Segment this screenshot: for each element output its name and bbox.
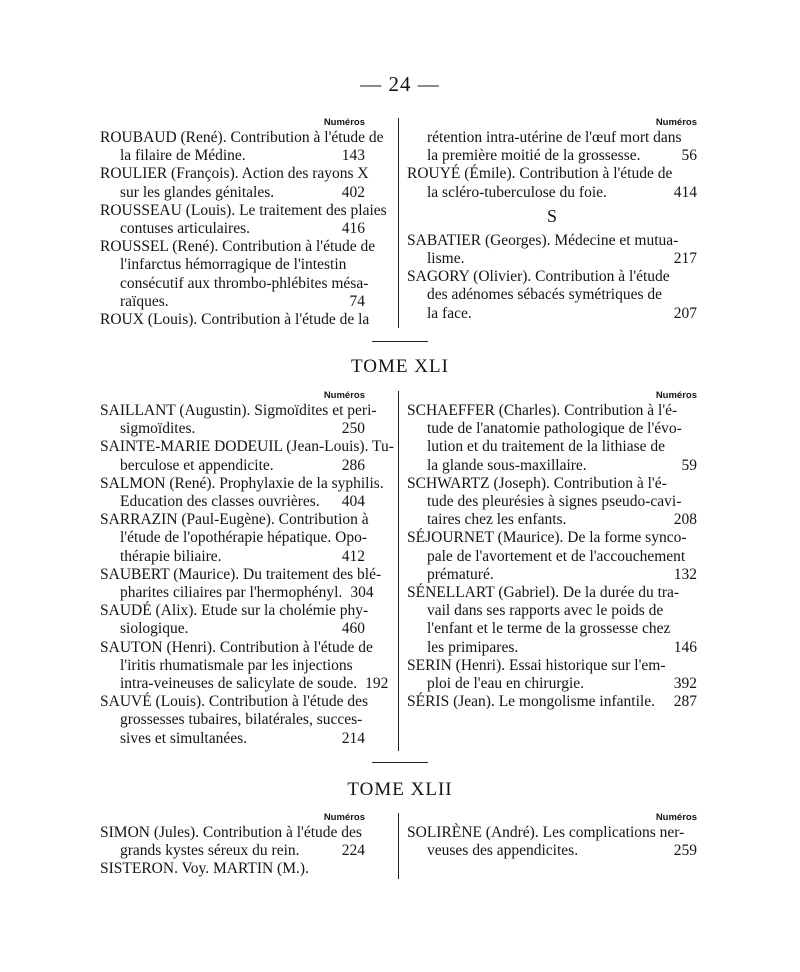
entry-text: les primipares. — [427, 638, 519, 656]
section-rule — [372, 762, 428, 763]
entry-line: pale de l'avortement et de l'accouchement — [427, 547, 686, 565]
index-entry — [100, 824, 365, 860]
entry-line: SCHAEFFER (Charles). Contribution à l'é- — [407, 402, 678, 419]
page-reference: 304 — [350, 584, 374, 602]
entry-line — [407, 511, 697, 529]
page-number: — 24 — — [360, 72, 440, 96]
tome-xlii-title: TOME XLII — [347, 779, 453, 800]
index-section-r — [100, 116, 700, 330]
entry-text: taires chez les enfants. — [427, 511, 567, 529]
entry-text: intra-veineuses de salicylate de soude. — [120, 675, 358, 693]
entry-line: rétention intra-utérine de l'œuf mort dans — [427, 129, 682, 146]
entry-line — [100, 184, 365, 202]
entry-line — [100, 220, 365, 238]
index-entry — [100, 638, 389, 694]
entry-text: la première moitié de la grossesse. — [427, 147, 641, 165]
page-reference: 207 — [673, 304, 697, 322]
page-reference: 143 — [341, 147, 365, 165]
entry-line: ROUX (Louis). Contribution à l'étude de la — [100, 311, 370, 329]
entry-line — [407, 675, 697, 693]
numeros-header: Numéros — [655, 390, 697, 401]
page-reference: 192 — [365, 675, 389, 693]
numeros-header: Numéros — [655, 812, 697, 823]
right-column — [407, 389, 697, 711]
entry-line: SAUTON (Henri). Contribution à l'étude de — [100, 638, 373, 656]
numeros-header: Numéros — [323, 117, 365, 128]
page-reference: 132 — [673, 565, 697, 583]
entry-line: SAINTE-MARIE DODEUIL (Jean-Louis). Tu- — [100, 438, 394, 456]
index-entry — [100, 860, 365, 878]
entry-line: des adénomes sébacés symétriques de — [427, 286, 663, 304]
page-reference: 214 — [341, 729, 365, 747]
page-reference: 412 — [341, 547, 365, 565]
entry-line: l'enfant et le terme de la grossesse chez — [427, 620, 671, 638]
page-reference: 59 — [681, 456, 697, 474]
entry-text: raïques. — [120, 292, 169, 310]
page-reference: 146 — [673, 638, 697, 656]
entry-line — [100, 457, 365, 475]
index-entry — [100, 311, 370, 329]
index-entry — [407, 529, 697, 584]
entry-line: vail dans ses rapports avec le poids de — [427, 602, 664, 620]
column-divider — [398, 391, 399, 751]
entry-line: SÉJOURNET (Maurice). De la forme synco- — [407, 529, 687, 547]
index-entry — [407, 165, 697, 201]
entry-text: thérapie biliaire. — [120, 547, 222, 565]
column-divider — [398, 813, 399, 879]
entry-line — [100, 147, 365, 165]
left-column — [100, 116, 387, 329]
page-reference: 259 — [673, 842, 697, 860]
index-entry — [100, 474, 384, 511]
entry-line — [407, 457, 697, 475]
entry-line: SISTERON. Voy. MARTIN (M.). — [100, 860, 309, 878]
page-reference: 250 — [341, 420, 365, 438]
entry-line: ROUSSEL (René). Contribution à l'étude de — [100, 238, 376, 256]
entry-line: SARRAZIN (Paul-Eugène). Contribution à — [100, 511, 369, 529]
entry-line: SERIN (Henri). Essai historique sur l'em- — [407, 656, 666, 674]
entry-line — [407, 147, 697, 165]
entry-line: ROUBAUD (René). Contribution à l'étude de — [100, 129, 384, 146]
entry-line: l'infarctus hémorragique de l'intestin — [120, 256, 347, 274]
numeros-header: Numéros — [655, 117, 697, 128]
entry-line — [407, 842, 697, 860]
entry-line: SAUBERT (Maurice). Du traitement des blé- — [100, 565, 382, 583]
letter-heading: S — [546, 205, 557, 226]
entry-line — [407, 305, 697, 323]
entry-line — [407, 566, 697, 584]
page-reference: 224 — [341, 842, 365, 860]
entry-line — [100, 842, 365, 860]
entry-text: siologique. — [120, 620, 189, 638]
left-column — [100, 811, 365, 879]
right-column — [407, 116, 697, 323]
index-entry — [100, 201, 387, 238]
entry-line: tude des pleurésies à signes pseudo-cavi- — [427, 493, 682, 511]
index-entry — [407, 402, 697, 475]
entry-line: SAILLANT (Augustin). Sigmoïdites et peri- — [100, 402, 377, 419]
page-reference: 287 — [673, 693, 697, 711]
page-reference: 416 — [341, 220, 365, 238]
entry-line — [100, 675, 389, 693]
entry-text: SÉRIS (Jean). Le mongolisme infantile. — [407, 693, 655, 711]
index-entry — [100, 693, 368, 748]
index-entry — [100, 129, 384, 165]
page-reference: 404 — [341, 493, 365, 511]
page-reference: 414 — [673, 183, 697, 201]
entry-line — [100, 620, 365, 638]
page-reference: 460 — [341, 620, 365, 638]
entry-text: contuses articulaires. — [120, 220, 250, 238]
column-divider — [398, 118, 399, 328]
entry-text: ploi de l'eau en chirurgie. — [427, 675, 585, 693]
tome-xli-title: TOME XLI — [351, 356, 449, 377]
index-entry — [407, 657, 697, 693]
entry-text: pharites ciliaires par l'hermophényl. — [120, 584, 343, 602]
index-entry — [100, 602, 369, 638]
entry-text: la scléro-tuberculose du foie. — [427, 183, 607, 201]
index-entry — [100, 511, 369, 566]
index-entry — [407, 584, 697, 657]
entry-line: SCHWARTZ (Joseph). Contribution à l'é- — [407, 474, 667, 492]
index-entry — [407, 824, 697, 860]
index-entry — [407, 693, 697, 711]
entry-text: la filaire de Médine. — [120, 147, 246, 165]
entry-line: SOLIRÈNE (André). Les complications ner- — [407, 824, 685, 841]
entry-line: ROULIER (François). Action des rayons X — [100, 165, 369, 183]
entry-text: la face. — [427, 304, 472, 322]
index-entry — [100, 165, 369, 201]
index-entry — [407, 129, 697, 165]
right-column — [407, 811, 697, 860]
index-section-tome-xli — [100, 389, 700, 754]
entry-text: Education des classes ouvrières. — [120, 493, 320, 511]
entry-text: grands kystes séreux du rein. — [120, 842, 300, 860]
entry-line: SAUVÉ (Louis). Contribution à l'étude des — [100, 693, 368, 711]
entry-line — [100, 548, 365, 566]
entry-line — [100, 293, 365, 311]
entry-line — [100, 584, 374, 602]
entry-line: consécutif aux thrombo-phlébites mésa- — [120, 274, 369, 292]
entry-line: lution et du traitement de la lithiase de — [427, 438, 666, 456]
entry-text: sigmoïdites. — [120, 420, 196, 438]
entry-text: berculose et appendicite. — [120, 456, 274, 474]
numeros-header: Numéros — [323, 812, 365, 823]
index-entry — [407, 232, 697, 268]
entry-line — [407, 639, 697, 657]
page-reference: 217 — [673, 250, 697, 268]
entry-text: lisme. — [427, 250, 465, 268]
index-section-tome-xlii — [100, 811, 700, 881]
entry-line: SÉNELLART (Gabriel). De la durée du tra- — [407, 584, 680, 602]
index-entry — [100, 438, 394, 474]
page-reference: 74 — [349, 292, 365, 310]
entry-line: ROUSSEAU (Louis). Le traitement des plaies — [100, 201, 387, 219]
entry-line — [100, 730, 365, 748]
entry-text: la glande sous-maxillaire. — [427, 456, 587, 474]
index-entry — [100, 238, 376, 311]
page-reference: 286 — [341, 456, 365, 474]
page-reference: 56 — [681, 147, 697, 165]
page-reference: 208 — [673, 511, 697, 529]
index-entry — [100, 565, 382, 602]
entry-text: sur les glandes génitales. — [120, 183, 275, 201]
entry-text: sives et simultanées. — [120, 729, 247, 747]
entry-line — [407, 250, 697, 268]
entry-line — [407, 693, 697, 711]
page-reference: 392 — [673, 675, 697, 693]
entry-line: SIMON (Jules). Contribution à l'étude des — [100, 824, 362, 841]
index-entry — [407, 475, 697, 530]
index-entry — [407, 268, 697, 323]
entry-line: SAGORY (Olivier). Contribution à l'étude — [407, 268, 670, 286]
entry-text: veuses des appendicites. — [427, 842, 579, 860]
entry-line: ROUYÉ (Émile). Contribution à l'étude de — [407, 165, 673, 183]
page-reference: 402 — [341, 183, 365, 201]
entry-line: tude de l'anatomie pathologique de l'évo- — [427, 420, 682, 438]
index-entry — [100, 402, 377, 438]
entry-line: SALMON (René). Prophylaxie de la syphilis. — [100, 474, 384, 492]
entry-line — [100, 493, 365, 511]
entry-line: l'étude de l'opothérapie hépatique. Opo- — [120, 529, 368, 547]
numeros-header: Numéros — [323, 390, 365, 401]
entry-line: SAUDÉ (Alix). Etude sur la cholémie phy- — [100, 602, 369, 620]
entry-line — [407, 184, 697, 202]
entry-line — [100, 420, 365, 438]
entry-line: l'iritis rhumatismale par les injections — [120, 656, 353, 674]
left-column — [100, 389, 394, 748]
section-rule — [372, 341, 428, 342]
entry-line: SABATIER (Georges). Médecine et mutua- — [407, 231, 679, 249]
entry-text: prématuré. — [427, 565, 494, 583]
entry-line: grossesses tubaires, bilatérales, succes- — [120, 711, 363, 729]
